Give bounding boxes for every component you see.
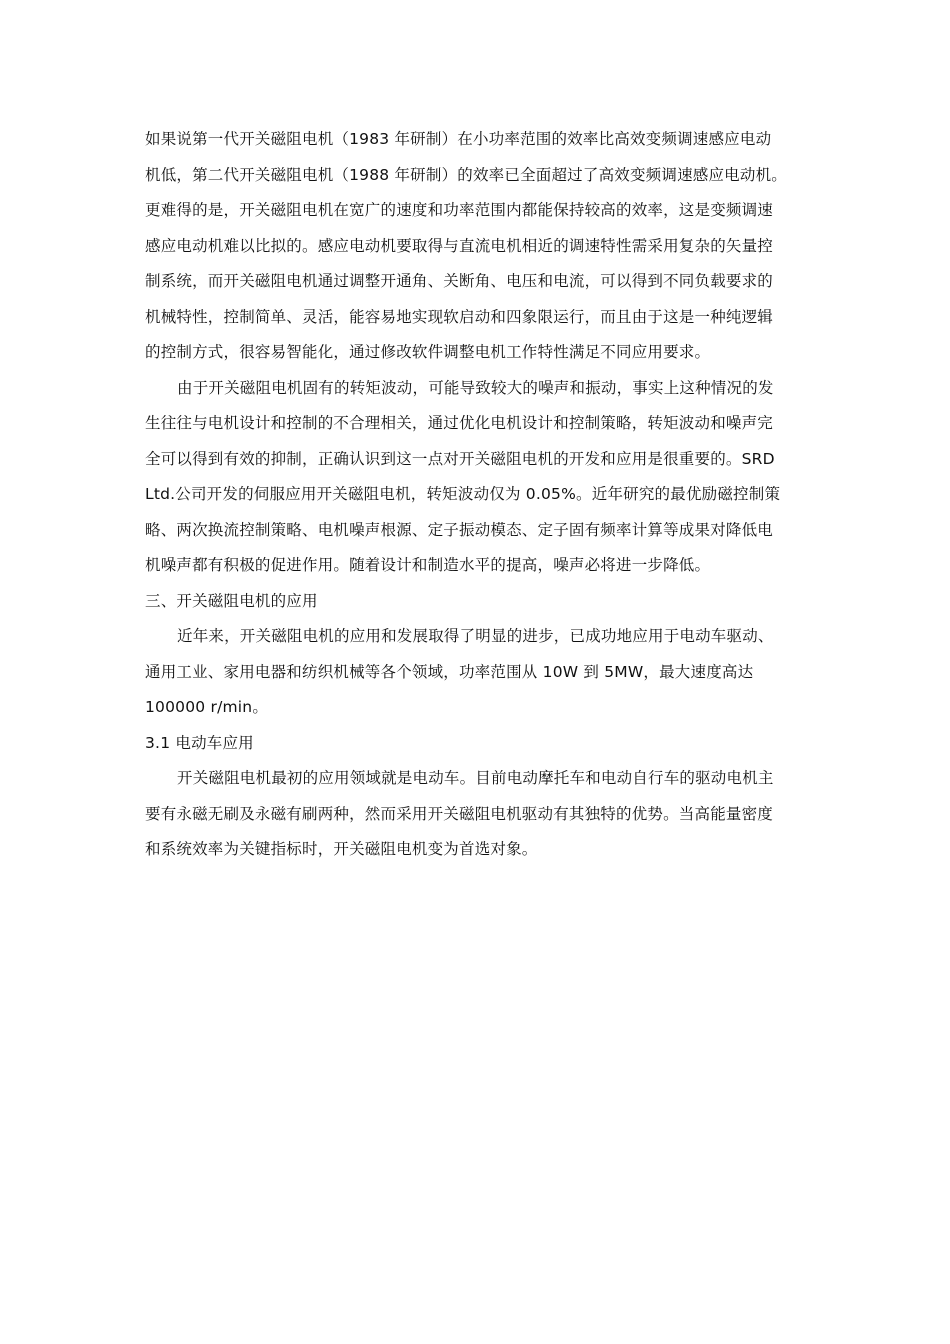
paragraph-line: 由于开关磁阻电机固有的转矩波动，可能导致较大的噪声和振动，事实上这种情况的发	[177, 378, 774, 397]
paragraph-line: 开关磁阻电机最初的应用领域就是电动车。目前电动摩托车和电动自行车的驱动电机主	[177, 769, 774, 787]
paragraph-line: 更难得的是，开关磁阻电机在宽广的速度和功率范围内都能保持较高的效率，这是变频调速	[145, 201, 774, 219]
paragraph-line: 制系统，而开关磁阻电机通过调整开通角、关断角、电压和电流，可以得到不同负载要求的	[145, 272, 774, 290]
paragraph-line: 机噪声都有积极的促进作用。随着设计和制造水平的提高，噪声必将进一步降低。	[145, 556, 711, 574]
paragraph-line: 的控制方式，很容易智能化，通过修改软件调整电机工作特性满足不同应用要求。	[145, 343, 711, 361]
paragraph-line: Ltd.公司开发的伺服应用开关磁阻电机，转矩波动仅为 0.05%。近年研究的最优励磁控制策	[145, 485, 781, 503]
paragraph-line: 略、两次换流控制策略、电机噪声根源、定子振动模态、定子固有频率计算等成果对降低电	[145, 520, 774, 539]
section-heading: 三、开关磁阻电机的应用	[145, 591, 318, 610]
subsection-heading: 3.1 电动车应用	[145, 733, 254, 752]
paragraph-line: 生往往与电机设计和控制的不合理相关，通过优化电机设计和控制策略，转矩波动和噪声完	[145, 414, 774, 432]
paragraph-line: 要有永磁无刷及永磁有刷两种，然而采用开关磁阻电机驱动有其独特的优势。当高能量密度	[145, 804, 774, 823]
paragraph-line: 机械特性，控制简单、灵活，能容易地实现软启动和四象限运行，而且由于这是一种纯逻辑	[145, 307, 774, 326]
paragraph-line: 和系统效率为关键指标时，开关磁阻电机变为首选对象。	[145, 840, 538, 858]
paragraph-line: 全可以得到有效的抑制，正确认识到这一点对开关磁阻电机的开发和应用是很重要的。SRD	[145, 449, 775, 468]
paragraph-line: 通用工业、家用电器和纺织机械等各个领域，功率范围从 10W 到 5MW，最大速度高达	[145, 662, 754, 681]
paragraph-line: 近年来，开关磁阻电机的应用和发展取得了明显的进步，已成功地应用于电动车驱动、	[177, 627, 774, 645]
paragraph-line: 如果说第一代开关磁阻电机（1983 年研制）在小功率范围的效率比高效变频调速感应电动	[145, 130, 772, 148]
body-text	[145, 122, 810, 868]
paragraph-line: 机低，第二代开关磁阻电机（1988 年研制）的效率已全面超过了高效变频调速感应电动机。	[145, 165, 787, 184]
paragraph-line: 感应电动机难以比拟的。感应电动机要取得与直流电机相近的调速特性需采用复杂的矢量控	[145, 236, 774, 255]
paragraph-line: 100000 r/min。	[145, 698, 269, 716]
